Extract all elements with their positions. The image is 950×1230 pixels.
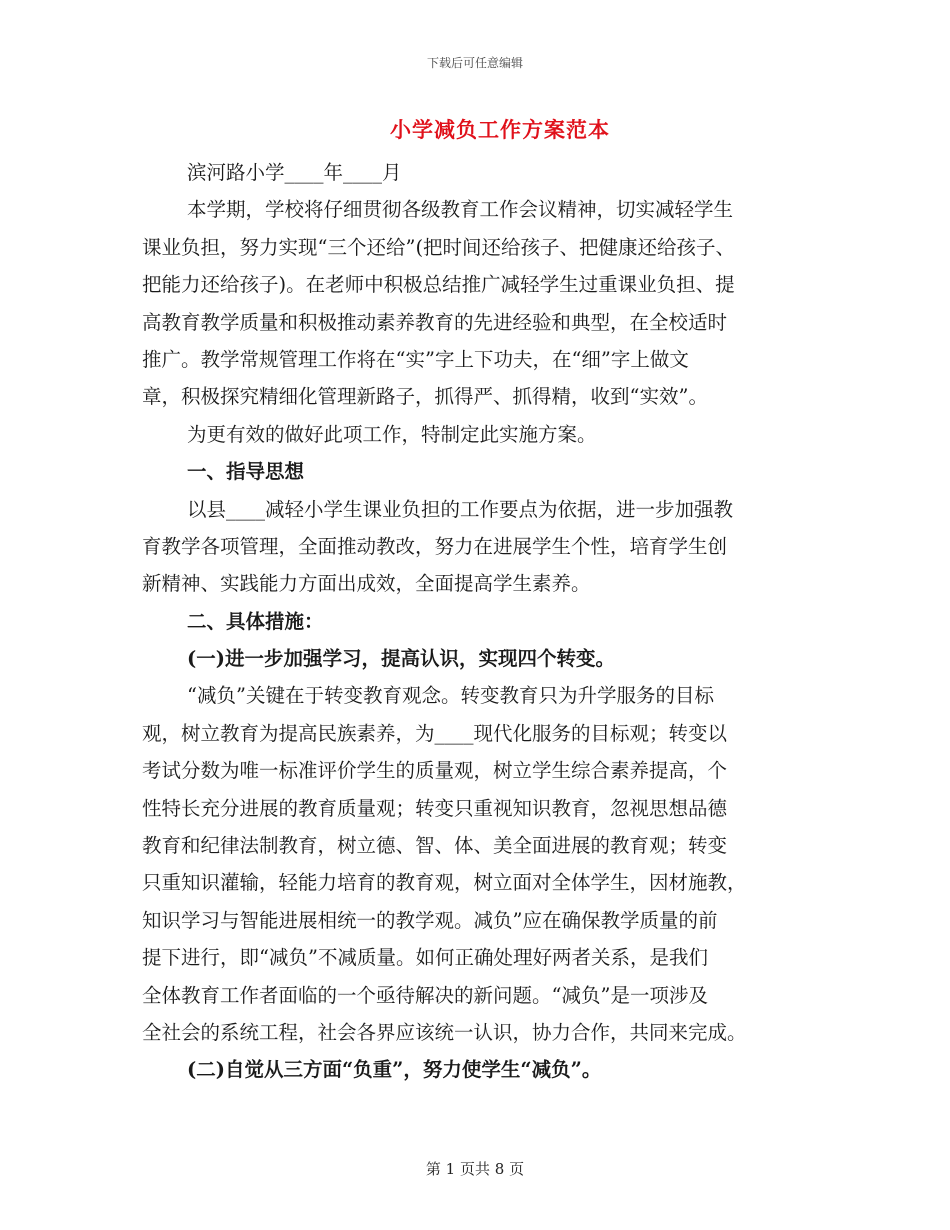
paragraph-line: 观，树立教育为提高民族素养，为____现代化服务的目标观；转变以 bbox=[142, 721, 728, 745]
subsection-heading: (二)自觉从三方面“负重”，努力使学生“减负”。 bbox=[187, 1058, 602, 1082]
paragraph-line: 为更有效的做好此项工作，特制定此实施方案。 bbox=[187, 422, 597, 446]
header-note: 下载后可任意编辑 bbox=[426, 56, 523, 70]
paragraph-line: 性特长充分进展的教育质量观；转变只重视知识教育，忽视思想品德 bbox=[142, 796, 728, 820]
paragraph-line: 只重知识灌输，轻能力培育的教育观，树立面对全体学生，因材施教， bbox=[142, 871, 747, 895]
paragraph-line: 提下进行，即“减负”不减质量。如何正确处理好两者关系，是我们 bbox=[142, 946, 708, 970]
paragraph-line: 推广。教学常规管理工作将在“实”字上下功夫，在“细”字上做文 bbox=[142, 347, 689, 371]
page-footer: 第 1 页共 8 页 bbox=[425, 1160, 525, 1178]
paragraph-line: “减负”关键在于转变教育观念。转变教育只为升学服务的目标 bbox=[187, 684, 714, 708]
paragraph-line: 考试分数为唯一标准评价学生的质量观，树立学生综合素养提高，个 bbox=[142, 759, 728, 783]
paragraph-line: 知识学习与智能进展相统一的教学观。减负”应在确保教学质量的前 bbox=[142, 908, 718, 932]
date-line: 滨河路小学____年____月 bbox=[187, 161, 402, 184]
paragraph-line: 把能力还给孩子)。在老师中积极总结推广减轻学生过重课业负担、提 bbox=[142, 273, 735, 297]
section-heading: 二、具体措施： bbox=[187, 609, 324, 633]
section-heading: 一、指导思想 bbox=[187, 460, 305, 484]
paragraph-line: 以县____减轻小学生课业负担的工作要点为依据，进一步加强教 bbox=[187, 497, 734, 521]
paragraph-line: 本学期，学校将仔细贯彻各级教育工作会议精神，切实减轻学生 bbox=[187, 198, 734, 222]
paragraph-line: 全社会的系统工程，社会各界应该统一认识，协力合作，共同来完成。 bbox=[142, 1020, 747, 1044]
paragraph-line: 高教育教学质量和积极推动素养教育的先进经验和典型，在全校适时 bbox=[142, 310, 728, 334]
document-title: 小学减负工作方案范本 bbox=[390, 117, 610, 142]
paragraph-line: 育教学各项管理，全面推动教改，努力在进展学生个性，培育学生创 bbox=[142, 534, 728, 558]
paragraph-line: 教育和纪律法制教育，树立德、智、体、美全面进展的教育观；转变 bbox=[142, 834, 728, 858]
paragraph-line: 课业负担，努力实现“三个还给”(把时间还给孩子、把健康还给孩子、 bbox=[142, 235, 736, 259]
paragraph-line: 全体教育工作者面临的一个亟待解决的新问题。“减负”是一项涉及 bbox=[142, 983, 708, 1007]
paragraph-line: 章，积极探究精细化管理新路子，抓得严、抓得精，收到“实效”。 bbox=[142, 385, 708, 409]
subsection-heading: (一)进一步加强学习，提高认识，实现四个转变。 bbox=[187, 647, 615, 671]
document-body bbox=[142, 154, 808, 1089]
paragraph-line: 新精神、实践能力方面出成效，全面提高学生素养。 bbox=[142, 572, 591, 596]
